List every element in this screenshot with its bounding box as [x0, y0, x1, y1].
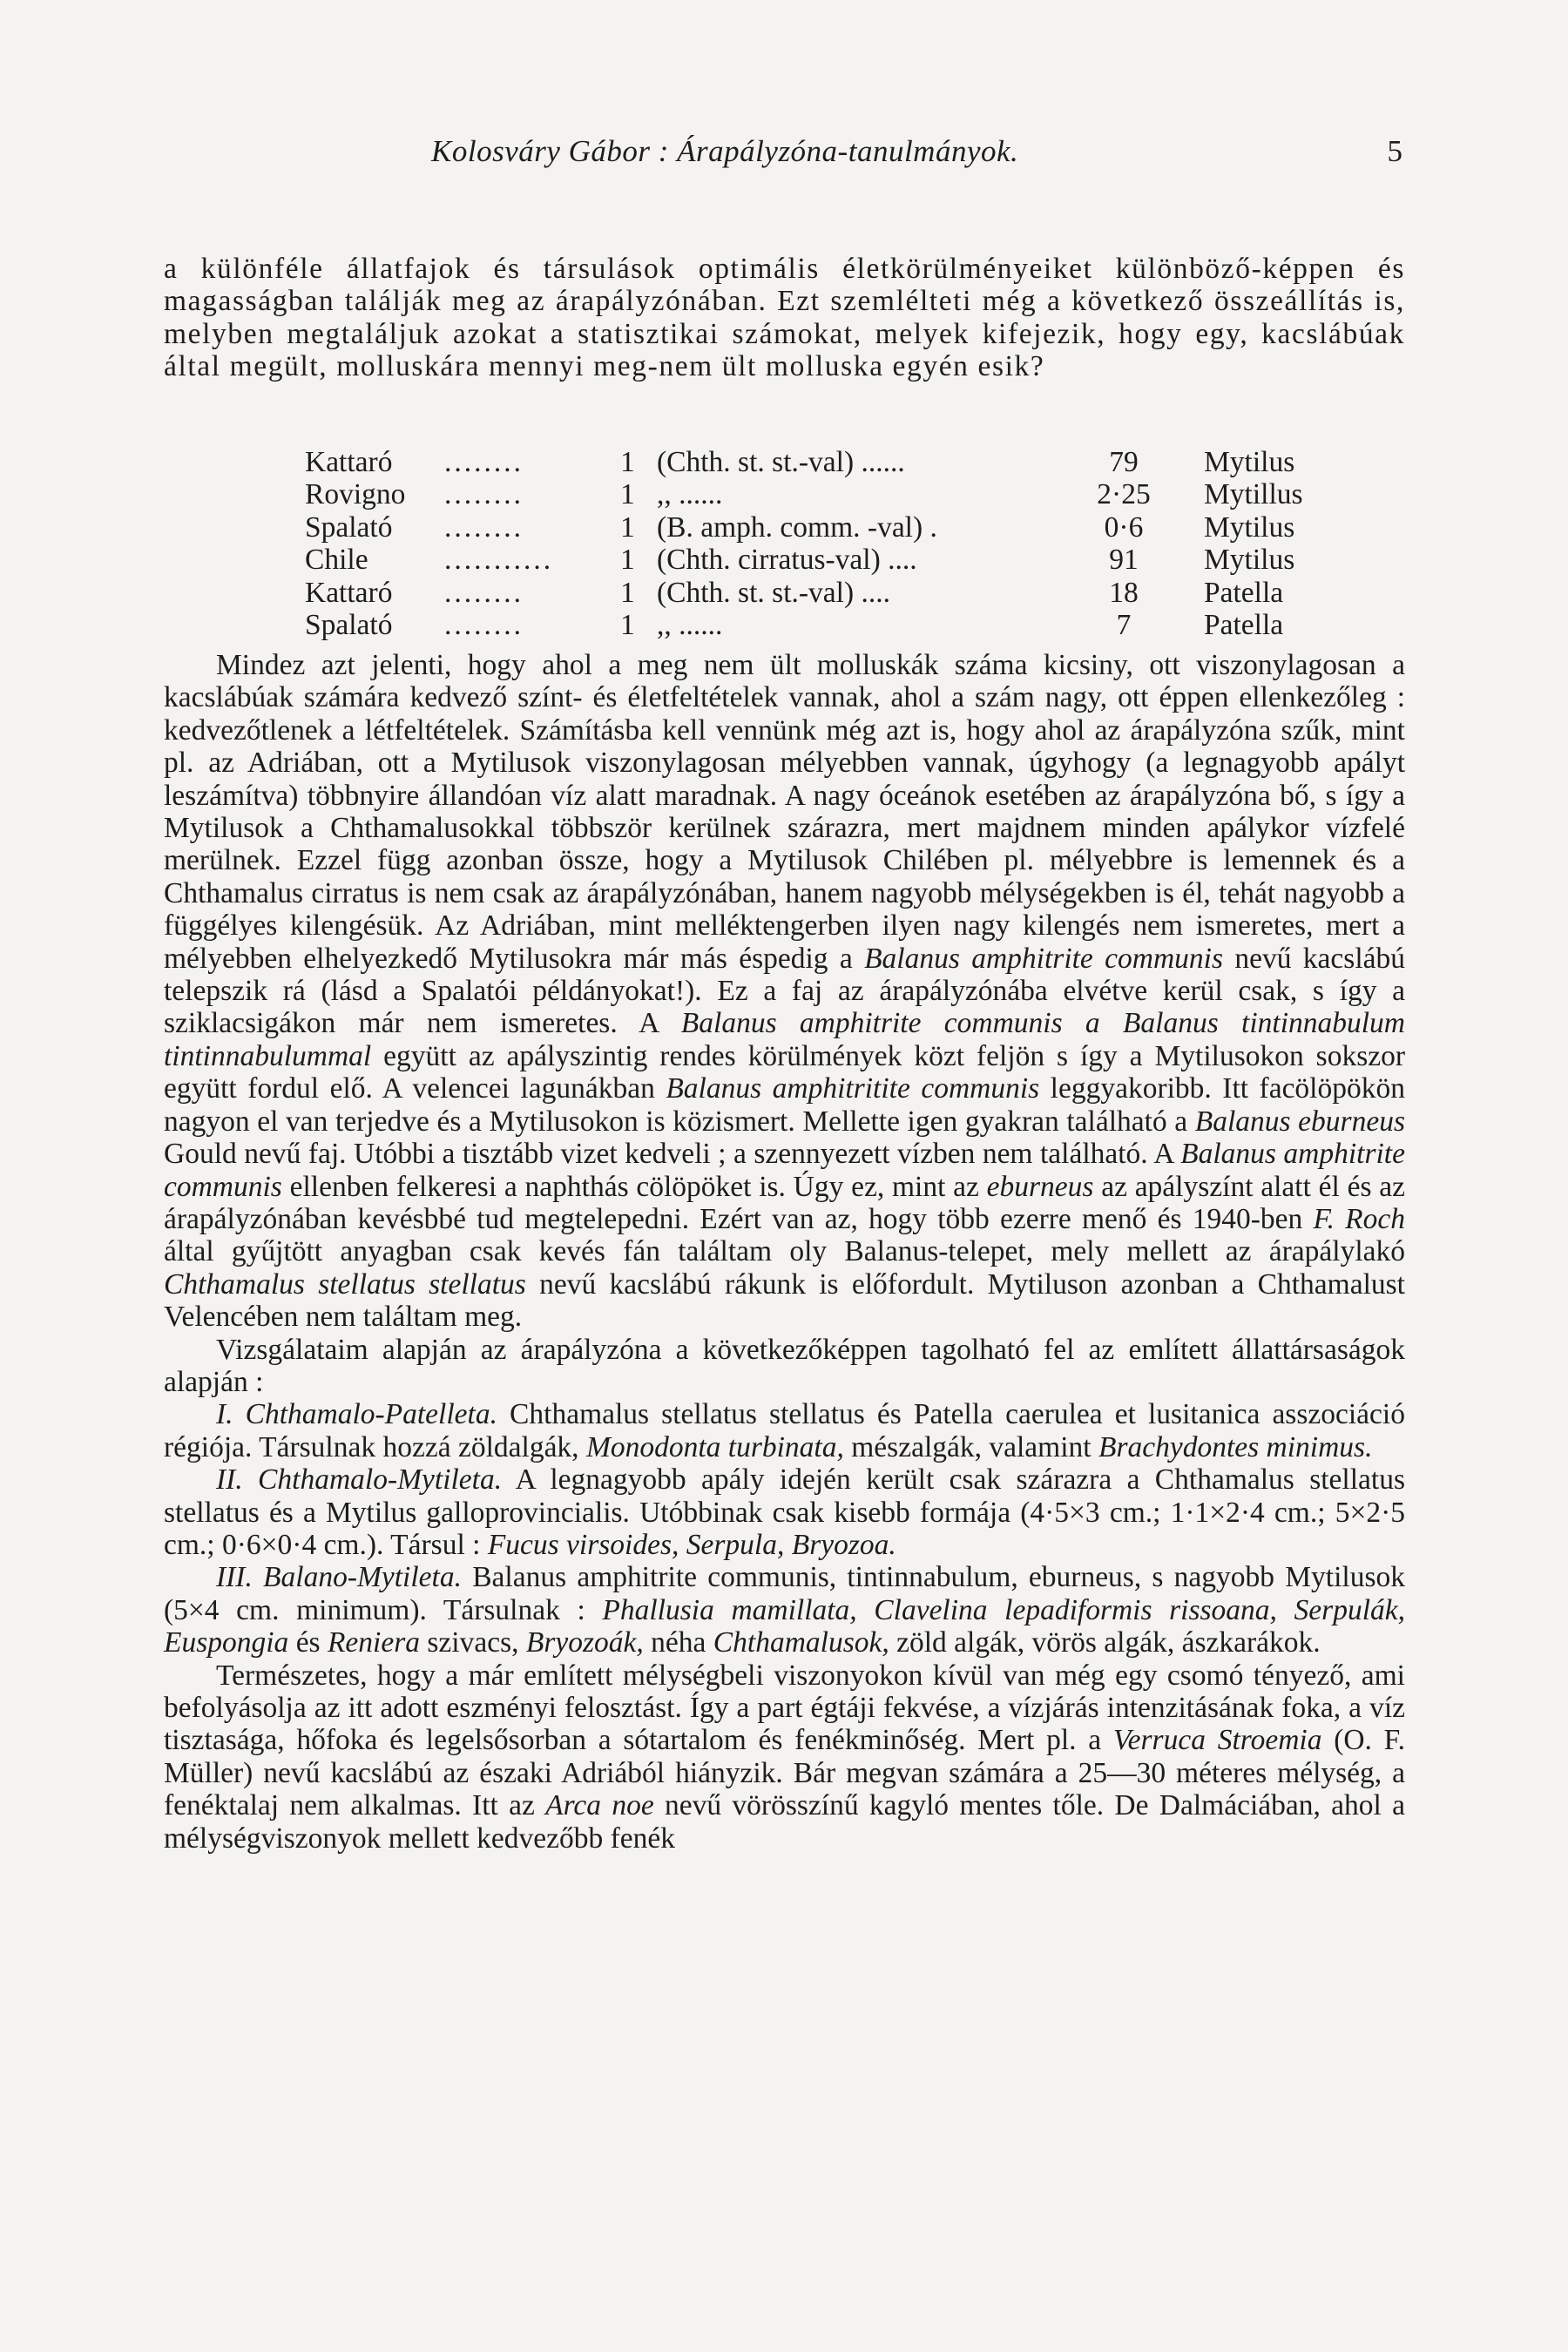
table-cell-ratio: 18: [1109, 576, 1139, 609]
table-cell-count: 1: [620, 608, 635, 641]
table-cell-genus: Patella: [1204, 608, 1284, 641]
table-cell-leader: ........: [444, 510, 524, 544]
table-row: [305, 446, 1333, 478]
table-cell-place: Spalató: [305, 608, 393, 641]
table-cell-reference: (Chth. st. st.-val) ....: [657, 576, 890, 609]
table-cell-ratio: 91: [1109, 544, 1139, 577]
table-cell-leader: ........: [444, 576, 524, 609]
species-name: Arca noe: [545, 1789, 654, 1822]
table-cell-genus: Mytillus: [1204, 478, 1303, 511]
table-cell-reference: (Chth. cirratus-val) ....: [657, 544, 917, 577]
species-name: Balanus eburneus: [1194, 1105, 1405, 1138]
table-cell-genus: Mytilus: [1204, 510, 1295, 544]
species-name: Chthamalus stellatus stellatus: [164, 1267, 526, 1301]
species-name: Verruca Stroemia: [1112, 1724, 1322, 1757]
text-run: Gould nevű faj. Utóbbi a tisztább vizet kedveli ; a szennyezett vízben nem található. A: [164, 1138, 1181, 1171]
table-cell-place: Rovigno: [305, 478, 406, 511]
table-cell-count: 1: [620, 446, 635, 478]
species-name: Brachydontes minimus.: [1098, 1430, 1373, 1463]
table-cell-ratio: 2·25: [1097, 478, 1151, 511]
paragraph: [164, 1463, 1405, 1561]
zone-title: I. Chthamalo-Patelleta.: [216, 1398, 497, 1431]
zone-title: II. Chthamalo-Mytileta.: [216, 1463, 503, 1497]
table-cell-place: Kattaró: [305, 576, 393, 609]
running-title: Kolosváry Gábor : Árapályzóna-tanulmányok.: [431, 134, 1019, 168]
table-cell-reference: (B. amph. comm. -val) .: [657, 510, 937, 544]
table-cell-leader: ...........: [444, 544, 554, 577]
text-run: Vizsgálataim alapján az árapályzóna a következőképpen tagolható fel az említett állattársaságok alapján :: [164, 1333, 1405, 1398]
table-cell-reference: ,, ......: [657, 608, 723, 641]
text-run: (O. F. Müller) nevű kacslábú az északi Adriából hiányzik. Bár megvan számára a 25—30 méteres mélység, a fenéktalaj nem alkalmas. Itt az: [164, 1724, 1406, 1822]
species-name: Bryozoák,: [525, 1626, 644, 1659]
text-run: szivacs,: [420, 1626, 526, 1659]
paragraph: [164, 649, 1405, 1334]
table-row: [305, 609, 1333, 641]
text-run: Mindez azt jelenti, hogy ahol a meg nem ült molluskák száma kicsiny, ott viszonylagosan a kacslábúak számára kedvező színt- és életfeltételek vannak, ahol a szám nagy, ott éppen ellenkezőleg : kedvezőtlenek a létfeltételek. Számításba kell vennünk még azt is, hogy ahol az árapályzóna szűk, mint pl. az Adriában, ott a Mytilusok viszonylagosan mélyebben vannak, úgyhogy (a legnagyobb apályt leszámítva) többnyire állandóan víz alatt maradnak. A nagy óceánok esetében az árapályzóna bő, s így a Mytilusok a Chthamalusokkal többször kerülnek szárazra, mert majdnem minden apálykor vízfelé merülnek. Ezzel függ azonban össze, hogy a Mytilusok Chilében pl. mélyebbre is lemennek és a Chthamalus cirratus is nem csak az árapályzónában, hanem nagyobb mélységekben is él, tehát nagyobb a függélyes kilengésük. Az Adriában, mint melléktengerben ilyen nagy kilengés nem ismeretes, mert a mélyebben elhelyezkedő Mytilusokra már más éspedig a: [164, 649, 1405, 975]
person-name: F. Roch: [1313, 1202, 1405, 1235]
species-name: eburneus: [986, 1170, 1094, 1203]
table-cell-ratio: 7: [1116, 608, 1132, 641]
text-run: mészalgák, valamint: [843, 1430, 1098, 1463]
table-cell-reference: (Chth. st. st.-val) ......: [657, 446, 905, 478]
table-cell-place: Chile: [305, 544, 368, 577]
text-run: az apályszínt alatt él és az árapályzónában kevésbbé tud megtelepedni. Ezért van az, hogy több ezerre menő és 1940-ben: [164, 1170, 1405, 1235]
text-run: által gyűjtött anyagban csak kevés fán találtam oly Balanus-telepet, mely mellett az árapálylakó: [164, 1235, 1405, 1268]
table-cell-place: Kattaró: [305, 446, 393, 478]
running-header: [166, 131, 1402, 174]
intro-paragraph: [164, 253, 1405, 383]
text-run: Balanus amphitrite communis, tintinnabulum, eburneus, s nagyobb Mytilusok (5×4 cm. minimum). Társulnak :: [164, 1561, 1405, 1626]
species-name: Balanus amphitrite communis: [164, 1138, 1405, 1203]
text-run: zöld algák, vörös algák, ászkarákok.: [889, 1626, 1321, 1659]
main-body: [164, 649, 1405, 1855]
text-run: Chthamalus stellatus stellatus és Patella caerulea et lusitanica asszociáció régiója. Társulnak hozzá zöldalgák,: [164, 1398, 1405, 1463]
table-cell-reference: ,, ......: [657, 478, 723, 511]
table-cell-genus: Mytilus: [1204, 446, 1295, 478]
table-row: [305, 511, 1333, 544]
table-cell-ratio: 79: [1109, 446, 1139, 478]
text-run: nevű kacslábú telepszik rá (lásd a Spalatói példányokat!). Ez a faj az árapályzónába elvétve kerül csak, s így a sziklacsigákon már nem ismeretes. A: [164, 942, 1405, 1040]
table-row: [305, 577, 1333, 609]
text-run: néha: [643, 1626, 713, 1659]
table-cell-genus: Mytilus: [1204, 544, 1295, 577]
table-row: [305, 478, 1333, 510]
species-name: Balanus amphitritite communis: [666, 1072, 1040, 1105]
species-name: Chthamalusok,: [713, 1626, 889, 1659]
table-cell-leader: ........: [444, 478, 524, 511]
table-cell-place: Spalató: [305, 510, 393, 544]
paragraph: [164, 1659, 1405, 1855]
table-cell-count: 1: [620, 544, 635, 577]
text-run: A legnagyobb apály idején került csak szárazra a Chthamalus stellatus stellatus és a Mytilus galloprovincialis. Utóbbinak csak kisebb formája (4·5×3 cm.; 1·1×2·4 cm.; 5×2·5 cm.; 0·6×0·4 cm.). Társul :: [164, 1463, 1405, 1561]
statistics-table: [305, 446, 1333, 641]
table-cell-count: 1: [620, 576, 635, 609]
zone-title: III. Balano-Mytileta.: [216, 1561, 462, 1594]
table-cell-leader: ........: [444, 608, 524, 641]
text-run: leggyakoribb. Itt facölöpökön nagyon el van terjedve és a Mytilusokon is közismert. Mellette igen gyakran található a: [164, 1072, 1405, 1138]
table-cell-ratio: 0·6: [1104, 510, 1144, 544]
table-row: [305, 544, 1333, 576]
species-name: Reniera: [327, 1626, 421, 1659]
paragraph: [164, 1398, 1405, 1463]
species-name: Balanus amphitrite communis: [864, 942, 1223, 975]
text-run: ellenben felkeresi a naphthás cölöpöket is. Úgy ez, mint az: [281, 1170, 987, 1203]
species-name: Fucus virsoides, Serpula, Bryozoa.: [487, 1528, 896, 1561]
text-run: és: [288, 1626, 328, 1659]
table-cell-count: 1: [620, 510, 635, 544]
species-name: Monodonta turbinata,: [585, 1430, 844, 1463]
text-run: nevű kacslábú rákunk is előfordult. Mytiluson azonban a Chthamalust Velencében nem találtam meg.: [164, 1267, 1405, 1334]
species-name: Phallusia mamillata, Clavelina lepadiformis rissoana, Serpulák, Euspongia: [164, 1593, 1406, 1659]
table-cell-genus: Patella: [1204, 576, 1284, 609]
intro-text: a különféle állatfajok és társulások optimális életkörülményeiket különböző-képpen és magasságban találják meg az árapályzónában. Ezt szemlélteti még a következő összeállítás is, melyben megtaláljuk azokat a statisztikai számokat, melyek kifejezik, hogy egy, kacslábúak által megült, molluskára mennyi meg-nem ült molluska egyén esik?: [164, 253, 1405, 383]
paragraph: [164, 1334, 1405, 1399]
text-run: együtt az apályszintig rendes körülmények közt feljön s így a Mytilusokon sokszor együtt fordul elő. A velencei lagunákban: [164, 1039, 1405, 1105]
species-name: Balanus amphitrite communis a Balanus tintinnabulum tintinnabulummal: [164, 1007, 1405, 1072]
text-run: Természetes, hogy a már említett mélységbeli viszonyokon kívül van még egy csomó tényező, ami befolyásolja az itt adott eszményi felosztást. Így a part égtáji fekvése, a vízjárás intenzitásának foka, a víz tisztasága, hőfoka és legelsősorban a sótartalom és fenékminőség. Mert pl. a: [164, 1659, 1405, 1757]
table-cell-leader: ........: [444, 446, 524, 478]
table-cell-count: 1: [620, 478, 635, 511]
page-number: 5: [1387, 134, 1402, 168]
paragraph: [164, 1561, 1405, 1659]
text-run: nevű vörösszínű kagyló mentes tőle. De Dalmáciában, ahol a mélységviszonyok mellett kedvezőbb fenék: [164, 1789, 1405, 1855]
